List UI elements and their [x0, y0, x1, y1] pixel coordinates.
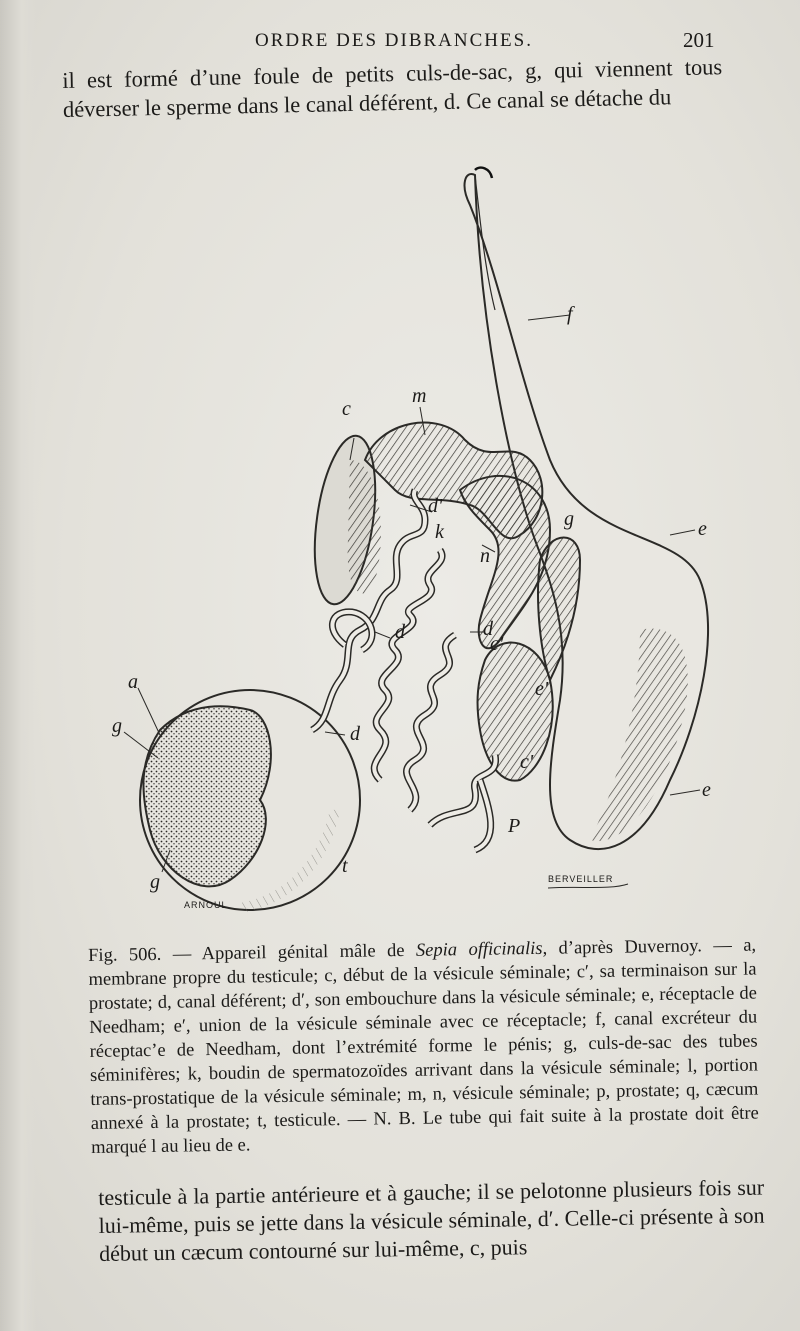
page-number: 201: [683, 28, 715, 52]
vesicle-c-hatch: [348, 460, 381, 593]
label-m: m: [412, 385, 427, 407]
label-t: t: [342, 855, 348, 877]
page-gutter-shadow: [0, 0, 36, 1331]
bottom-paragraph: testicule à la partie antérieure et à gauche; il se pelotonne plusieurs fois sur lui-même, puis se jette dans la vésicule séminale, d′. Celle-ci présente à son début un cæcum contourné sur lui-même, c, puis: [98, 1174, 765, 1266]
engraver-signature: ARNOUL: [184, 900, 228, 910]
label-e-prime: e': [535, 678, 549, 700]
top-paragraph: il est formé d’une foule de petits culs-de-sac, g, qui viennent tous déverser le sperme dans le canal déférent, d. Ce canal se détache du: [62, 54, 723, 122]
caption-lead: Fig. 506. — Appareil génital mâle de: [88, 940, 417, 966]
label-d-prime: d': [428, 495, 443, 517]
figure-caption: [88, 934, 759, 1160]
label-c-prime-2: c': [520, 751, 534, 773]
artist-signature: BERVEILLER: [548, 874, 614, 884]
label-f: f: [567, 303, 573, 325]
seminal-vesicle-n: [460, 476, 550, 648]
label-d-3: d: [350, 723, 360, 745]
label-e-2: e: [702, 779, 711, 801]
label-p: P: [508, 815, 521, 837]
label-a: a: [128, 671, 138, 693]
label-d-1: d: [395, 621, 405, 643]
anatomical-figure: [80, 160, 740, 920]
running-head: ORDRE DES DIBRANCHES.: [255, 30, 533, 51]
prostate: [478, 643, 553, 781]
label-k: k: [435, 521, 444, 543]
figure-drawing: [80, 160, 740, 920]
caption-body: , d’après Duvernoy. — a, membrane propre du testicule; c, début de la vésicule séminale; c′, sa terminaison sur la prostate; d, canal déférent; d′, son embouchure dans la vésicule séminale; e, réceptacle de Needham; e′, union de la vésicule séminale avec ce réceptacle; f, canal excréteur du réceptac’e de Needham, dont l’extrémité forme le pénis; g, culs-de-sac des tubes séminifères; k, boudin de spermatozoïdes arrivant dans la vésicule séminale; l, portion trans-prostatique de la vésicule séminale; m, n, vésicule séminale; p, prostate; q, cæcum annexé à la prostate; t, testicule. — N. B. Le tube qui fait suite à la prostate doit être marqué l au lieu de e.: [88, 935, 759, 1158]
label-g-1: g: [112, 715, 122, 737]
label-e-1: e: [698, 518, 707, 540]
label-c-prime-1: c': [490, 633, 504, 655]
label-n: n: [480, 545, 490, 567]
label-d-2: d: [483, 618, 493, 640]
label-g-3: g: [564, 508, 574, 530]
caption-species: Sepia officinalis: [415, 938, 543, 961]
label-g-2: g: [150, 871, 160, 893]
label-c: c: [342, 398, 351, 420]
